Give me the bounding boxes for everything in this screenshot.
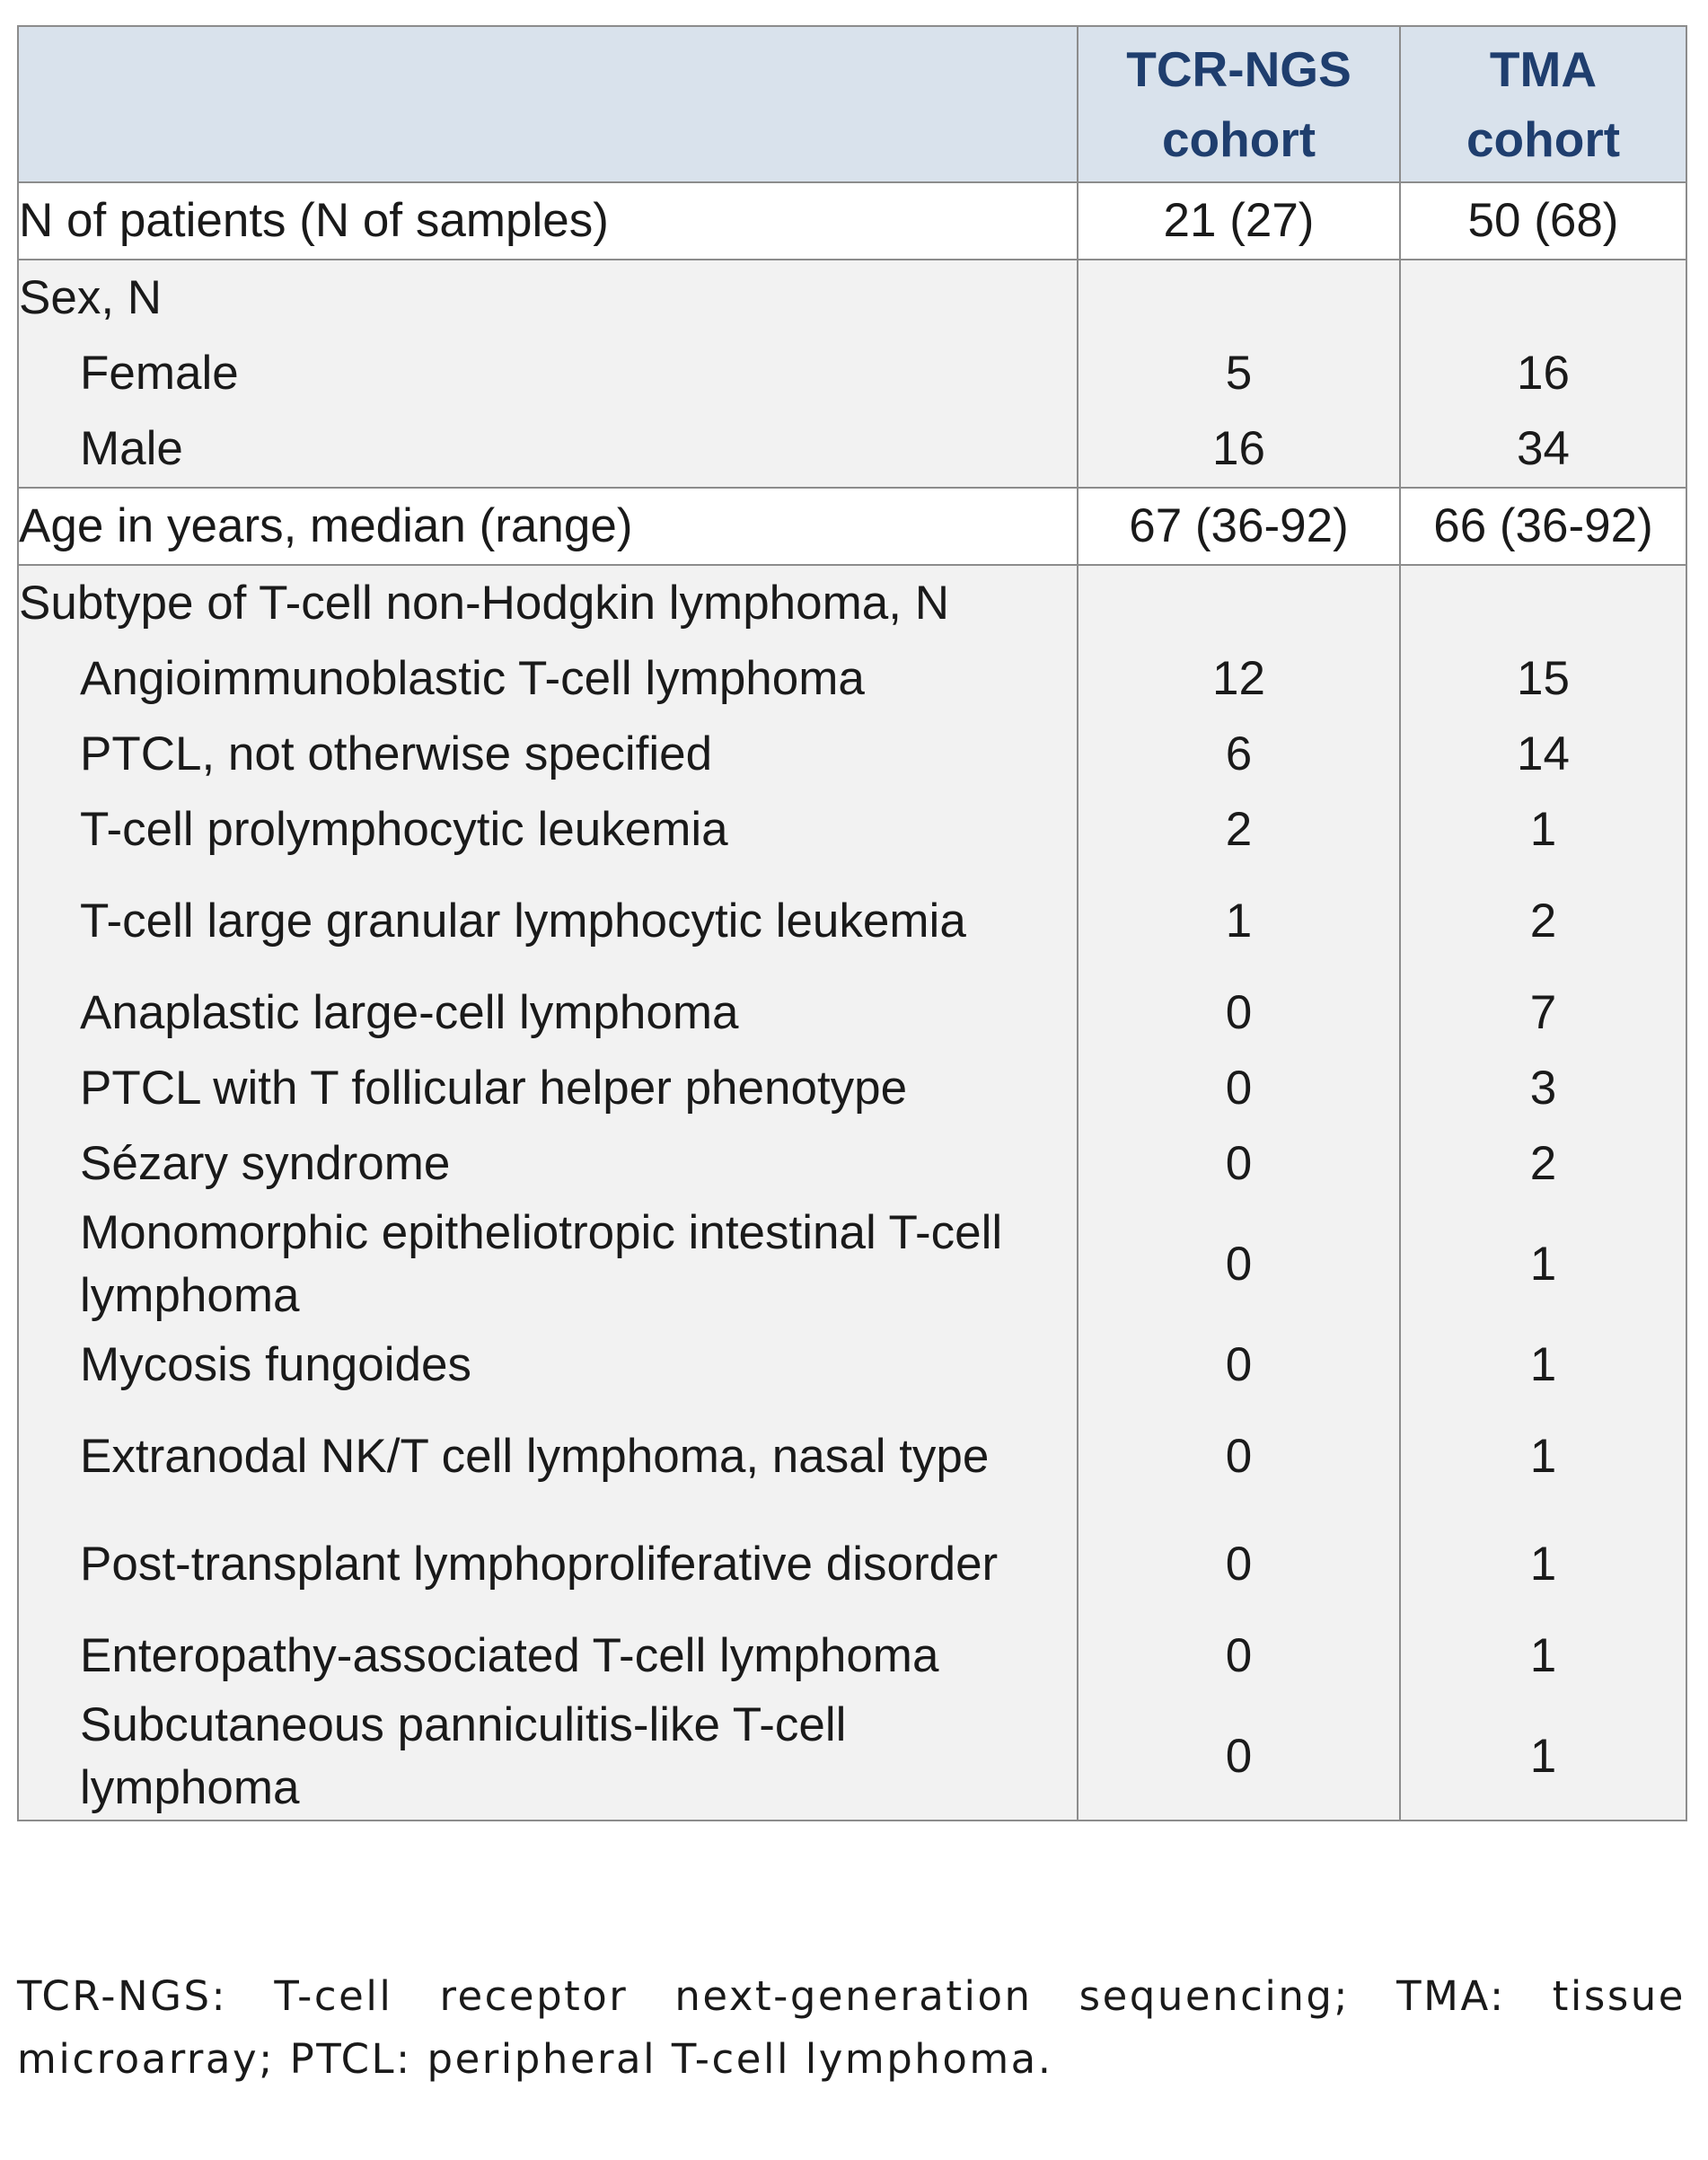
tma-value: 14 bbox=[1400, 717, 1686, 792]
tcr-value: 16 bbox=[1078, 411, 1400, 488]
table-row bbox=[18, 641, 1686, 717]
table-row bbox=[18, 1327, 1686, 1403]
row-label: PTCL with T follicular helper phenotype bbox=[18, 1051, 1078, 1126]
tcr-value: 0 bbox=[1078, 1618, 1400, 1694]
table-header bbox=[18, 26, 1686, 182]
table-row bbox=[18, 336, 1686, 411]
tcr-value: 2 bbox=[1078, 792, 1400, 868]
tcr-value: 0 bbox=[1078, 1202, 1400, 1327]
tma-value: 2 bbox=[1400, 1126, 1686, 1202]
tcr-value: 0 bbox=[1078, 975, 1400, 1051]
header-empty-cell bbox=[18, 26, 1078, 182]
tcr-value: 6 bbox=[1078, 717, 1400, 792]
row-label: Angioimmunoblastic T-cell lymphoma bbox=[18, 641, 1078, 717]
header-tcr-ngs-cohort bbox=[1078, 26, 1400, 182]
tma-value: 7 bbox=[1400, 975, 1686, 1051]
row-label: Extranodal NK/T cell lymphoma, nasal type bbox=[18, 1403, 1078, 1511]
tma-value: 15 bbox=[1400, 641, 1686, 717]
tma-value: 50 (68) bbox=[1400, 182, 1686, 260]
row-label: Enteropathy-associated T-cell lymphoma bbox=[18, 1618, 1078, 1694]
header-tma-line2: cohort bbox=[1466, 111, 1621, 167]
tcr-value: 67 (36-92) bbox=[1078, 488, 1400, 565]
table-row bbox=[18, 717, 1686, 792]
tcr-value: 0 bbox=[1078, 1403, 1400, 1511]
tcr-value: 0 bbox=[1078, 1327, 1400, 1403]
tma-value bbox=[1400, 260, 1686, 336]
table-row bbox=[18, 792, 1686, 868]
cohort-characteristics-table bbox=[17, 25, 1687, 1821]
age-group bbox=[18, 488, 1686, 565]
row-label: PTCL, not otherwise specified bbox=[18, 717, 1078, 792]
header-tcr-line2: cohort bbox=[1161, 111, 1316, 167]
subtype-group bbox=[18, 565, 1686, 1821]
tma-value: 1 bbox=[1400, 792, 1686, 868]
row-label: Sézary syndrome bbox=[18, 1126, 1078, 1202]
tcr-value bbox=[1078, 565, 1400, 641]
table-row bbox=[18, 1051, 1686, 1126]
tma-value: 3 bbox=[1400, 1051, 1686, 1126]
tma-value: 1 bbox=[1400, 1618, 1686, 1694]
row-label: T-cell prolymphocytic leukemia bbox=[18, 792, 1078, 868]
row-label: Male bbox=[18, 411, 1078, 488]
row-label: Subtype of T-cell non-Hodgkin lymphoma, N bbox=[18, 565, 1078, 641]
tma-value: 16 bbox=[1400, 336, 1686, 411]
table-row bbox=[18, 1618, 1686, 1694]
tma-value: 1 bbox=[1400, 1511, 1686, 1618]
tcr-value bbox=[1078, 260, 1400, 336]
table-row bbox=[18, 411, 1686, 488]
tma-value: 1 bbox=[1400, 1202, 1686, 1327]
table-row bbox=[18, 260, 1686, 336]
patients-group bbox=[18, 182, 1686, 260]
table-row bbox=[18, 1202, 1686, 1327]
table-row bbox=[18, 488, 1686, 565]
tma-value: 34 bbox=[1400, 411, 1686, 488]
tma-value bbox=[1400, 565, 1686, 641]
tcr-value: 0 bbox=[1078, 1051, 1400, 1126]
table-row bbox=[18, 1403, 1686, 1511]
tcr-value: 0 bbox=[1078, 1694, 1400, 1821]
table-row bbox=[18, 565, 1686, 641]
header-tcr-line1: TCR-NGS bbox=[1126, 41, 1351, 97]
tcr-value: 12 bbox=[1078, 641, 1400, 717]
row-label: Age in years, median (range) bbox=[18, 488, 1078, 565]
row-label: Post-transplant lymphoproliferative disorder bbox=[18, 1511, 1078, 1618]
tcr-value: 21 (27) bbox=[1078, 182, 1400, 260]
tma-value: 66 (36-92) bbox=[1400, 488, 1686, 565]
sex-group bbox=[18, 260, 1686, 488]
header-tma-cohort bbox=[1400, 26, 1686, 182]
row-label: Monomorphic epitheliotropic intestinal T-cell lymphoma bbox=[18, 1202, 1078, 1327]
tma-value: 2 bbox=[1400, 868, 1686, 975]
tcr-value: 1 bbox=[1078, 868, 1400, 975]
table-footnote: TCR-NGS: T-cell receptor next-generation sequencing; TMA: tissue microarray; PTCL: peripheral T-cell lymphoma. bbox=[17, 1972, 1686, 2083]
table-row bbox=[18, 975, 1686, 1051]
row-label: Anaplastic large-cell lymphoma bbox=[18, 975, 1078, 1051]
header-row bbox=[18, 26, 1686, 182]
table-row bbox=[18, 1694, 1686, 1821]
row-label: Female bbox=[18, 336, 1078, 411]
tcr-value: 0 bbox=[1078, 1126, 1400, 1202]
table-row bbox=[18, 1511, 1686, 1618]
row-label: Subcutaneous panniculitis-like T-cell lymphoma bbox=[18, 1694, 1078, 1821]
tma-value: 1 bbox=[1400, 1403, 1686, 1511]
row-label: T-cell large granular lymphocytic leukemia bbox=[18, 868, 1078, 975]
table-row bbox=[18, 868, 1686, 975]
tcr-value: 0 bbox=[1078, 1511, 1400, 1618]
row-label: Sex, N bbox=[18, 260, 1078, 336]
tma-value: 1 bbox=[1400, 1327, 1686, 1403]
tma-value: 1 bbox=[1400, 1694, 1686, 1821]
table-row bbox=[18, 1126, 1686, 1202]
tcr-value: 5 bbox=[1078, 336, 1400, 411]
row-label: Mycosis fungoides bbox=[18, 1327, 1078, 1403]
row-label: N of patients (N of samples) bbox=[18, 182, 1078, 260]
table-row bbox=[18, 182, 1686, 260]
header-tma-line1: TMA bbox=[1489, 41, 1598, 97]
